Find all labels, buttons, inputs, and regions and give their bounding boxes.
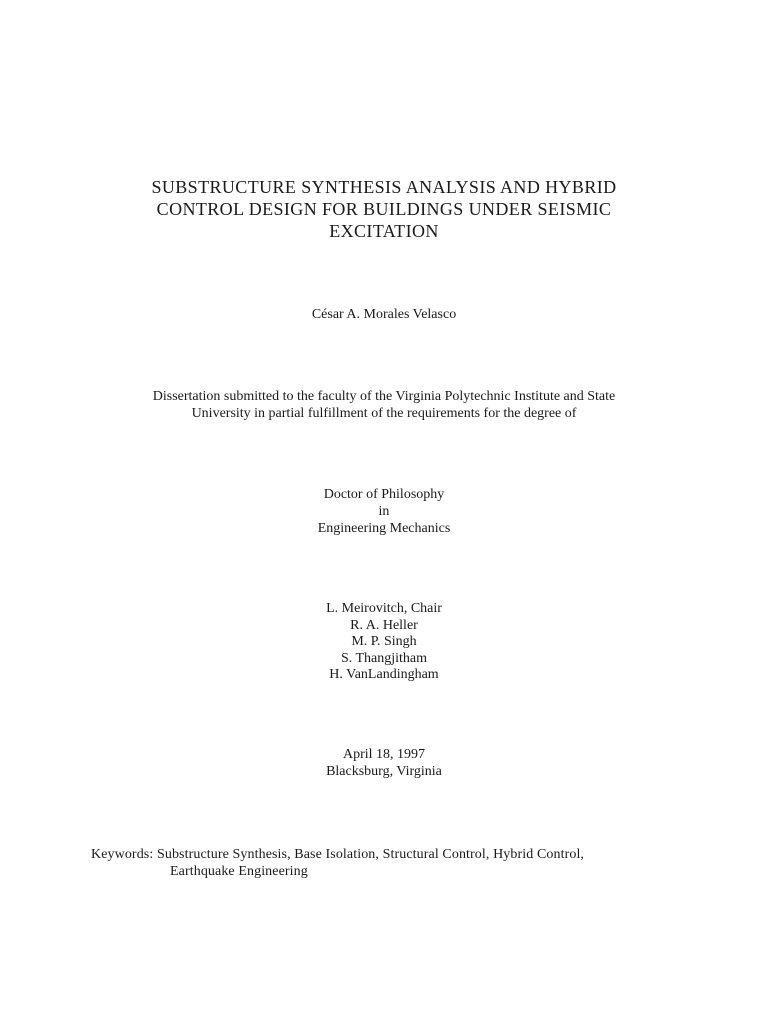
committee-member: L. Meirovitch, Chair <box>326 601 442 616</box>
submission-place: Blacksburg, Virginia <box>326 763 442 779</box>
statement-line-1: Dissertation submitted to the faculty of the Virginia Polytechnic Institute and State <box>152 389 616 404</box>
degree-connector: in <box>378 504 390 519</box>
dissertation-title <box>0 176 768 242</box>
keywords-block <box>91 846 731 880</box>
committee-member: H. VanLandingham <box>329 667 439 682</box>
keywords-list-line-1: Substructure Synthesis, Base Isolation, Structural Control, Hybrid Control, <box>156 847 585 862</box>
committee-member: R. A. Heller <box>350 617 418 633</box>
keywords-label: Keywords: <box>91 847 154 862</box>
degree-field: Engineering Mechanics <box>317 521 451 536</box>
committee-list <box>0 601 768 684</box>
title-line-1: SUBSTRUCTURE SYNTHESIS ANALYSIS AND HYBRID <box>151 177 617 197</box>
degree-block <box>0 486 768 537</box>
submission-statement <box>0 388 768 422</box>
title-line-3: EXCITATION <box>329 221 439 241</box>
statement-line-2: University in partial fulfillment of the requirements for the degree of <box>191 406 577 421</box>
author-name: César A. Morales Velasco <box>311 307 457 322</box>
keywords-line-1 <box>91 846 731 863</box>
keywords-list-line-2: Earthquake Engineering <box>170 864 308 879</box>
submission-date: April 18, 1997 <box>342 747 426 762</box>
committee-member: M. P. Singh <box>351 634 417 649</box>
date-place-block <box>0 747 768 780</box>
degree-name: Doctor of Philosophy <box>323 487 445 502</box>
title-line-2: CONTROL DESIGN FOR BUILDINGS UNDER SEISMIC <box>156 199 612 219</box>
committee-member: S. Thangjitham <box>340 650 428 666</box>
